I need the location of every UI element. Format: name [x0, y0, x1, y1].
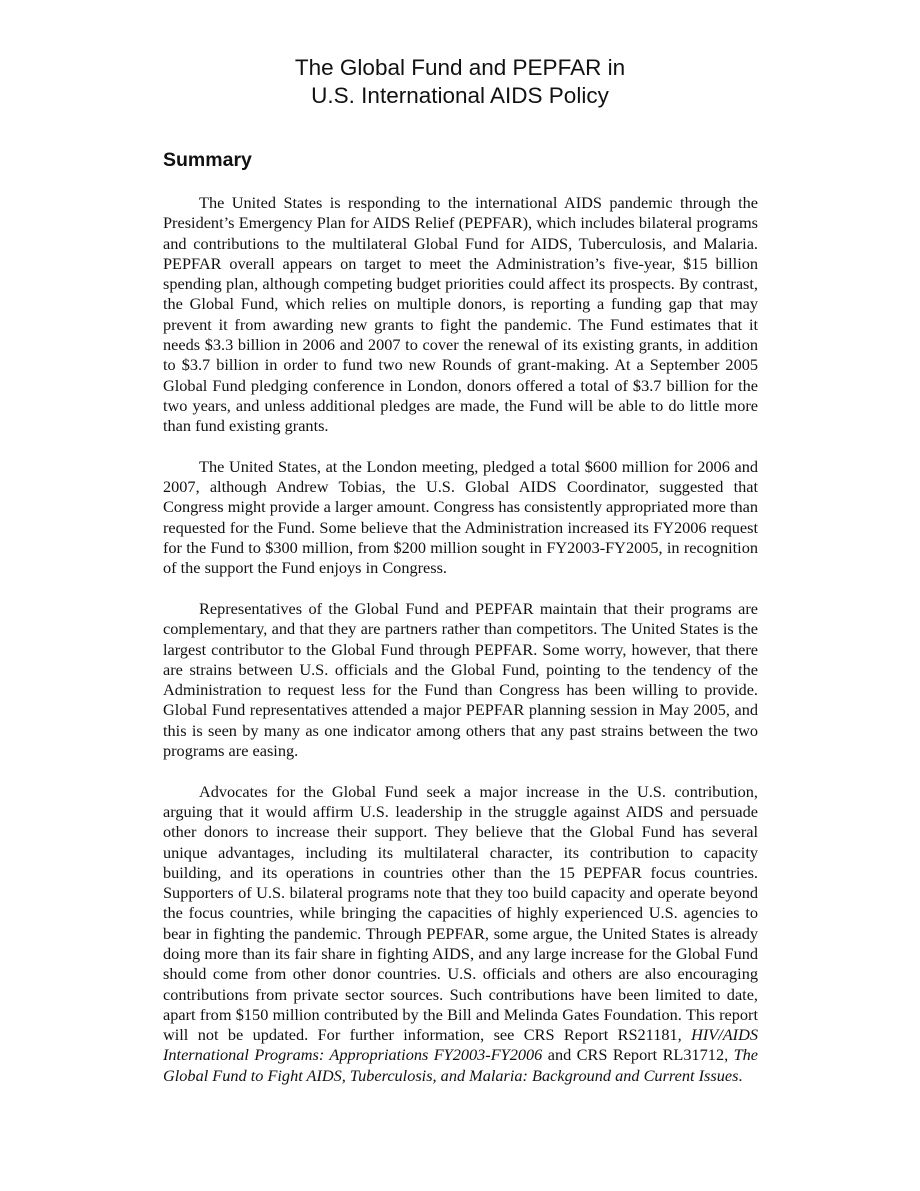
title-line-2: U.S. International AIDS Policy — [311, 83, 609, 108]
paragraph-4-connector: and CRS Report RL31712, — [542, 1045, 734, 1065]
summary-paragraph-3: Representatives of the Global Fund and PEPFAR maintain that their programs are complementary, and that they are partners rather than competitors. The United States is the largest contributor to the Global Fund through PEPFAR. Some worry, however, that there are strains between U.S. officials and the Global Fund, pointing to the tendency of the Administration to request less for the Fund than Congress has been willing to provide. Global Fund representatives attended a major PEPFAR planning session in May 2005, and this is seen by many as one indicator among others that any past strains between the two programs are easing. — [163, 598, 758, 761]
report-reference-title-1: HIV/AIDS International Programs: Appropriations FY2003-FY2006 — [163, 1025, 758, 1065]
paragraph-4-end: . — [738, 1065, 743, 1085]
paragraph-4-text: Advocates for the Global Fund seek a major increase in the U.S. contribution, arguing that it would affirm U.S. leadership in the struggle against AIDS and persuade other donors to increase their support. They believe that the Global Fund has several unique advantages, including its multilateral character, its contribution to capacity building, and its operations in countries other than the 15 PEPFAR focus countries. Supporters of U.S. bilateral programs note that they too build capacity and operate beyond the focus countries, while bringing the capacities of highly experienced U.S. agencies to bear in fighting the pandemic. Through PEPFAR, some argue, the United States is already doing more than its fair share in fighting AIDS, and any large increase for the Global Fund should come from other donor countries. U.S. officials and others are also encouraging contributions from private sector sources. Such contributions have been limited to date, apart from $150 million contributed by the Bill and Melinda Gates Foundation. This report will not be updated. For further information, see CRS Report RS21181, — [163, 781, 758, 1045]
summary-paragraph-2: The United States, at the London meeting, pledged a total $600 million for 2006 and 2007, although Andrew Tobias, the U.S. Global AIDS Coordinator, suggested that Congress might provide a larger amount. Congress has consistently appropriated more than requested for the Fund. Some believe that the Administration increased its FY2006 request for the Fund to $300 million, from $200 million sought in FY2003-FY2005, in recognition of the support the Fund enjoys in Congress. — [163, 456, 758, 578]
document-title — [160, 54, 760, 110]
summary-body — [163, 193, 758, 1086]
report-reference-title-2: The Global Fund to Fight AIDS, Tuberculosis, and Malaria: Background and Current Issues — [163, 1045, 758, 1085]
summary-paragraph-4 — [163, 782, 758, 1086]
title-line-1: The Global Fund and PEPFAR in — [294, 55, 626, 80]
summary-paragraph-1: The United States is responding to the international AIDS pandemic through the President’s Emergency Plan for AIDS Relief (PEPFAR), which includes bilateral programs and contributions to the multilateral Global Fund for AIDS, Tuberculosis, and Malaria. PEPFAR overall appears on target to meet the Administration’s five-year, $15 billion spending plan, although competing budget priorities could affect its prospects. By contrast, the Global Fund, which relies on multiple donors, is reporting a funding gap that may prevent it from awarding new grants to fight the pandemic. The Fund estimates that it needs $3.3 billion in 2006 and 2007 to cover the renewal of its existing grants, in addition to $3.7 billion in order to fund two new Rounds of grant-making. At a September 2005 Global Fund pledging conference in London, donors offered a total of $3.7 billion for the two years, and unless additional pledges are made, the Fund will be able to do little more than fund existing grants. — [163, 193, 758, 436]
section-heading-summary: Summary — [163, 149, 252, 171]
